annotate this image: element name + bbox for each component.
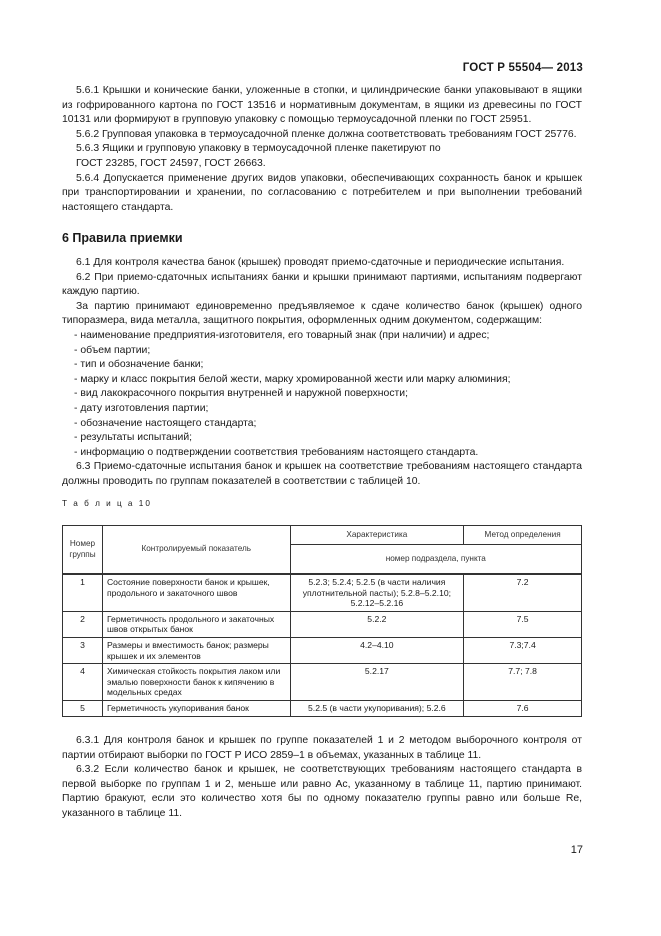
list-item: - объем партии; <box>74 344 151 356</box>
list-item: - марку и класс покрытия белой жести, марку хромированной жести или марку алюминия; <box>74 373 511 385</box>
cell-method: 7.3;7.4 <box>464 637 582 663</box>
cell-characteristic: 5.2.3; 5.2.4; 5.2.5 (в части наличия уплотнительной пасты); 5.2.8–5.2.10; 5.2.12–5.2.16 <box>290 574 464 611</box>
paragraph-5-6-4: 5.6.4 Допускается применение других видов упаковки, обеспечивающих сохранность банок и крышек при транспортировании и хранении, по согласованию с потребителем и при выполнении требований настоящего стандарта. <box>62 172 582 213</box>
list-item: - вид лакокрасочного покрытия внутренней и наружной поверхности; <box>74 388 408 400</box>
header-group-number: Номер группы <box>63 526 103 575</box>
cell-indicator: Герметичность укупоривания банок <box>102 700 290 716</box>
page-number: 17 <box>570 844 583 856</box>
paragraph-6-3: 6.3 Приемо-сдаточные испытания банок и крышек на соответствие требованиям настоящего стандарта должны проводить по группам показателей в соответствии с таблицей 10. <box>62 461 582 487</box>
list-item: - обозначение настоящего стандарта; <box>74 417 257 429</box>
cell-group-number: 4 <box>63 664 103 701</box>
paragraph-5-6-1: 5.6.1 Крышки и конические банки, уложенные в стопки, и цилиндрические банки упаковывают в ящики из гофрированного картона по ГОСТ 13516 и нормативным документам, в ящики из древесины по ГОСТ 10131 или формируют в групповую упаковку с помощью термоусадочной пленки по ГОСТ 25951. <box>62 85 582 126</box>
cell-group-number: 5 <box>63 700 103 716</box>
cell-characteristic: 5.2.2 <box>290 611 464 637</box>
table-10 <box>62 525 582 717</box>
table-row <box>63 664 582 701</box>
cell-method: 7.2 <box>464 574 582 611</box>
section-5-6-text <box>62 84 582 215</box>
cell-group-number: 1 <box>63 574 103 611</box>
section-6-3-text <box>62 734 582 822</box>
table-row <box>63 637 582 663</box>
header-indicator: Контролируемый показатель <box>102 526 290 575</box>
list-item: - наименование предприятия-изготовителя, его товарный знак (при наличии) и адрес; <box>74 329 490 341</box>
table-row <box>63 611 582 637</box>
cell-characteristic: 5.2.5 (в части укупоривания); 5.2.6 <box>290 700 464 716</box>
cell-method: 7.7; 7.8 <box>464 664 582 701</box>
cell-indicator: Состояние поверхности банок и крышек, продольного и закаточного швов <box>102 574 290 611</box>
paragraph-5-6-3: 5.6.3 Ящики и групповую упаковку в термоусадочной пленке пакетируют по <box>76 143 441 155</box>
cell-indicator: Герметичность продольного и закаточных швов открытых банок <box>102 611 290 637</box>
cell-characteristic: 5.2.17 <box>290 664 464 701</box>
header-characteristic: Характеристика <box>290 526 464 545</box>
cell-characteristic: 4.2–4.10 <box>290 637 464 663</box>
header-subsection: номер подраздела, пункта <box>290 545 581 575</box>
table-row <box>63 700 582 716</box>
cell-indicator: Размеры и вместимость банок; размеры крышек и их элементов <box>102 637 290 663</box>
paragraph-5-6-3-cont: ГОСТ 23285, ГОСТ 24597, ГОСТ 26663. <box>76 157 266 169</box>
section-6-title: 6 Правила приемки <box>62 231 183 245</box>
cell-method: 7.6 <box>464 700 582 716</box>
list-item: - тип и обозначение банки; <box>74 359 204 371</box>
paragraph-lot-definition: За партию принимают единовременно предъявляемое к сдаче количество банок (крышек) одного типоразмера, вида металла, защитного покрытия, оформленных одним документом, содержащим: <box>62 300 582 327</box>
table-10-label: Т а б л и ц а 10 <box>62 499 152 508</box>
list-item: - информацию о подтверждении соответствия требованиям настоящего стандарта. <box>74 446 479 458</box>
section-6-text <box>62 256 582 490</box>
cell-method: 7.5 <box>464 611 582 637</box>
header-method: Метод определения <box>464 526 582 545</box>
list-item: - результаты испытаний; <box>74 432 193 444</box>
list-item: - дату изготовления партии; <box>74 402 209 414</box>
paragraph-6-3-2: 6.3.2 Если количество банок и крышек, не соответствующих требованиям настоящего стандарта в первой выборке по группам 1 и 2, меньше или равно Ac, указанному в таблице 11, партию принимают. Партию бракуют, если это количество хотя бы по одному показателю группы равно или больше Re, указанного в таблице 11. <box>62 764 582 819</box>
paragraph-6-1: 6.1 Для контроля качества банок (крышек) проводят приемо-сдаточные и периодические испытания. <box>76 257 565 268</box>
standard-header: ГОСТ Р 55504— 2013 <box>462 62 583 74</box>
cell-indicator: Химическая стойкость покрытия лаком или эмалью поверхности банок к кипячению в модельных средах <box>102 664 290 701</box>
paragraph-5-6-2: 5.6.2 Групповая упаковка в термоусадочной пленке должна соответствовать требованиям ГОСТ 25776. <box>76 128 577 140</box>
cell-group-number: 2 <box>63 611 103 637</box>
paragraph-6-2: 6.2 При приемо-сдаточных испытаниях банки и крышки принимают партиями, испытаниям подвергают каждую партию. <box>62 271 582 298</box>
table-row <box>63 574 582 611</box>
cell-group-number: 3 <box>63 637 103 663</box>
paragraph-6-3-1: 6.3.1 Для контроля банок и крышек по группе показателей 1 и 2 методом выборочного контроля от партии отбирают выборки по ГОСТ Р ИСО 2859–1 в объемах, указанных в таблице 11. <box>62 735 582 761</box>
